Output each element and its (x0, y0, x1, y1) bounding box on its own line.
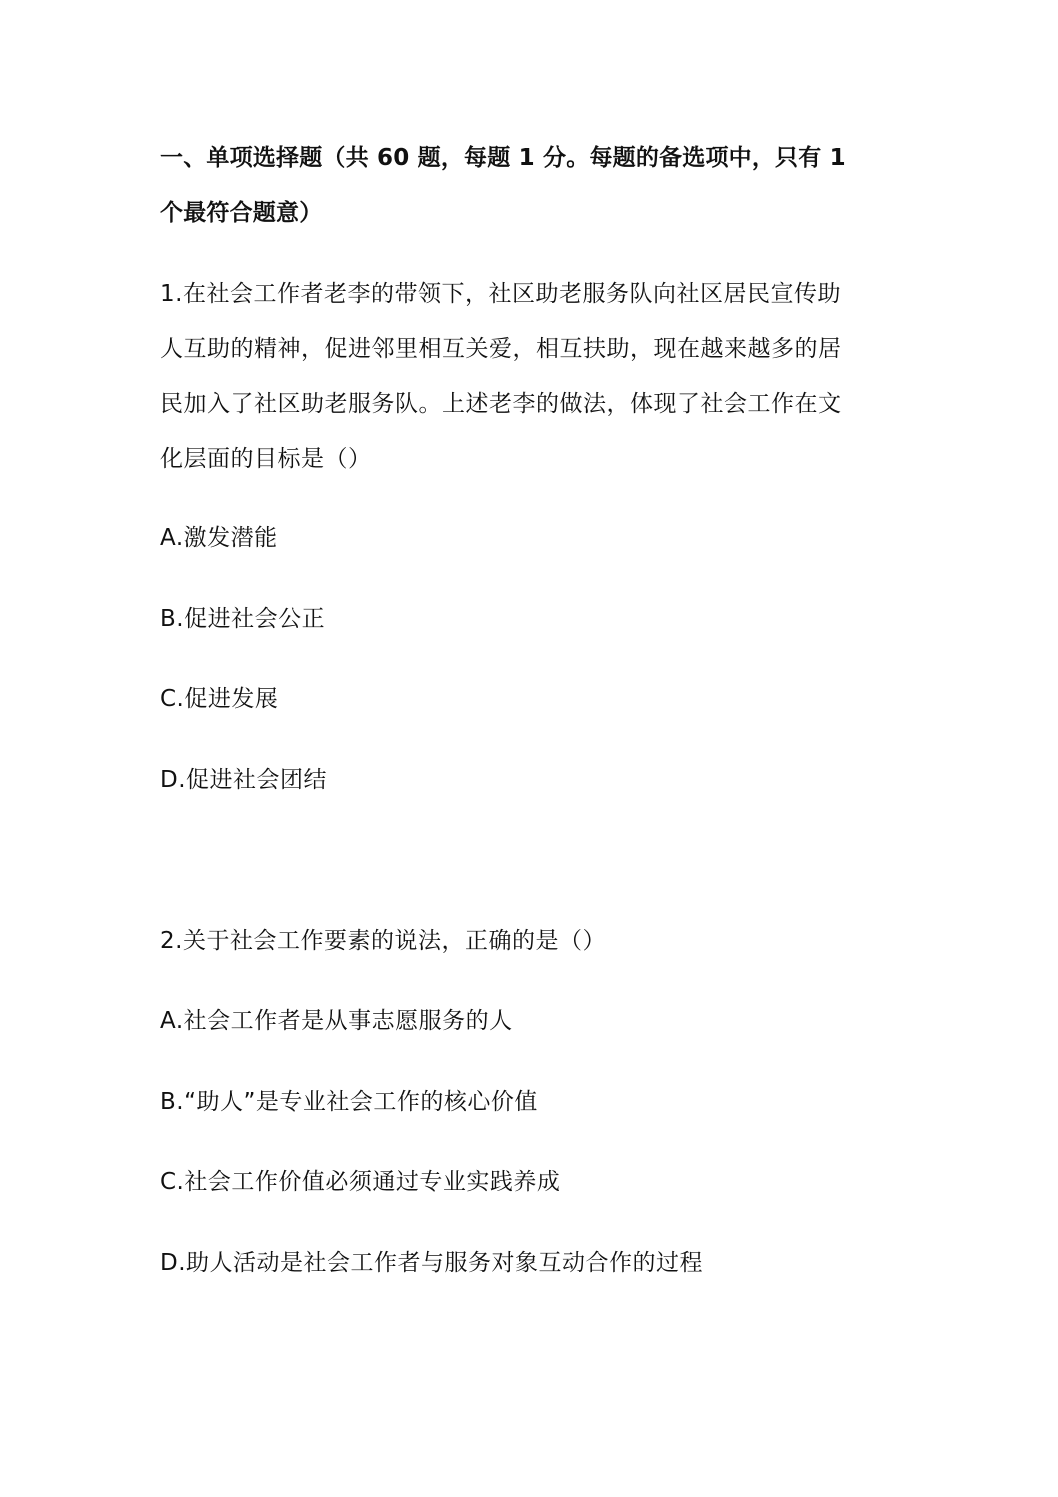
question-2-stem-line-1: 2.关于社会工作要素的说法，正确的是（） (160, 928, 606, 954)
question-1-stem-line-3: 民加入了社区助老服务队。上述老李的做法，体现了社会工作在文 (160, 391, 842, 417)
question-2-option-d: D.助人活动是社会工作者与服务对象互动合作的过程 (160, 1250, 704, 1276)
question-2-option-b: B.“助人”是专业社会工作的核心价值 (160, 1089, 538, 1115)
question-1-stem-line-2: 人互助的精神，促进邻里相互关爱，相互扶助，现在越来越多的居 (160, 336, 842, 362)
question-2-option-c: C.社会工作价值必须通过专业实践养成 (160, 1169, 561, 1195)
question-1-option-a: A.激发潜能 (160, 525, 278, 551)
question-1-stem-line-4: 化层面的目标是（） (160, 446, 372, 472)
section-heading-line-2: 个最符合题意） (160, 200, 323, 226)
question-1-stem-line-1: 1.在社会工作者老李的带领下，社区助老服务队向社区居民宣传助 (160, 281, 841, 307)
question-1-option-b: B.促进社会公正 (160, 606, 326, 632)
question-1-option-d: D.促进社会团结 (160, 767, 328, 793)
section-heading-line-1: 一、单项选择题（共 60 题，每题 1 分。每题的备选项中，只有 1 (160, 145, 846, 171)
question-1-option-c: C.促进发展 (160, 686, 279, 712)
question-2-option-a: A.社会工作者是从事志愿服务的人 (160, 1008, 513, 1034)
